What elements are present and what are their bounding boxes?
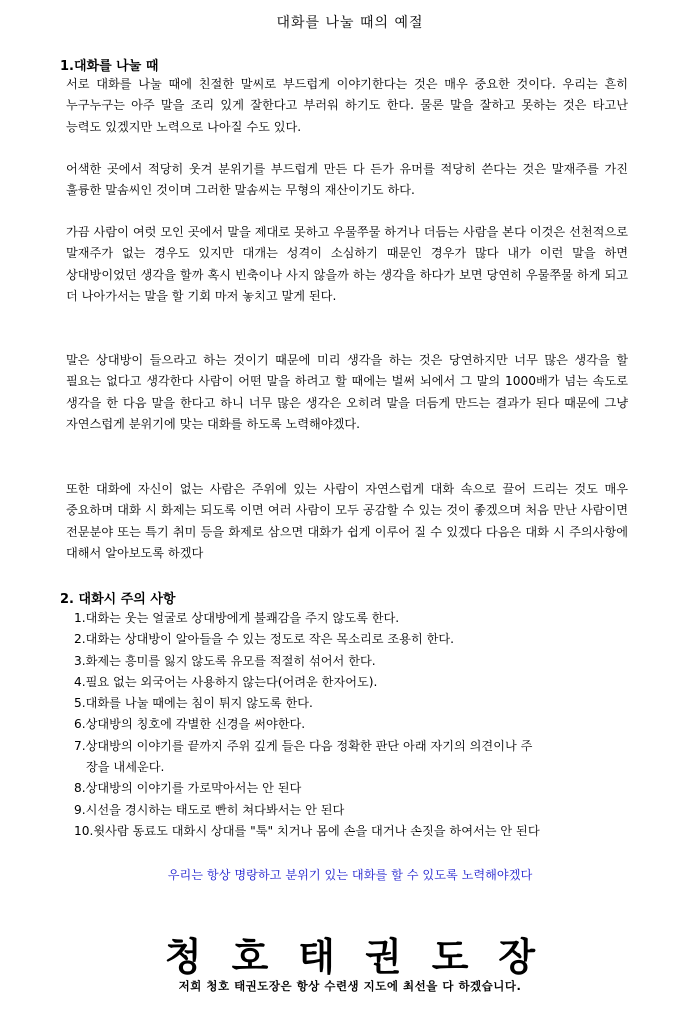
section1-heading: 1.대화를 나눌 때 — [60, 59, 159, 74]
section2-heading: 2. 대화시 주의 사항 — [60, 592, 176, 607]
cautions-list — [74, 608, 630, 842]
list-item: 6.상대방의 칭호에 각별한 신경을 써야한다. — [74, 717, 306, 732]
dojang-name: 청호태권도장 — [164, 934, 566, 979]
closing-remark: 우리는 항상 명랑하고 분위기 있는 대화를 할 수 있도록 노력해야겠다 — [167, 868, 533, 882]
section1-paragraph-5: 또한 대화에 자신이 없는 사람은 주위에 있는 사람이 자연스럽게 대화 속으로 끌어 드리는 것도 매우 중요하며 대화 시 화제는 되도록 이면 여러 사람이 모두 공감할 수 있는 것이 좋겠으며 처음 만난 사람이면 전문분야 또는 특기 취미 등을 화제로 삼으면 대화가 쉽게 이루어 질 수 있겠다 다음은 대화 시 주의사항에 대해서 알아보도록 하겠다 — [66, 482, 628, 560]
list-item: 2.대화는 상대방이 알아들을 수 있는 정도로 작은 목소리로 조용히 한다. — [74, 632, 455, 647]
section1-paragraph-2: 어색한 곳에서 적당히 웃겨 분위기를 부드럽게 만든 다 든가 유머를 적당히 쓴다는 것은 말재주를 가진 훌륭한 말솜씨인 것이며 그러한 말솜씨는 무형의 재산이기도 하다. — [66, 162, 628, 198]
list-item: 1.대화는 웃는 얼굴로 상대방에게 불쾌감을 주지 않도록 한다. — [74, 611, 400, 625]
section1-paragraph-1: 서로 대화를 나눌 때에 친절한 말씨로 부드럽게 이야기한다는 것은 매우 중요한 것이다. 우리는 흔히 누구누구는 아주 말을 조리 있게 잘한다고 부러워 하기도 한다. 물론 말을 잘하고 못하는 것은 타고난 능력도 있겠지만 노력으로 나아질 수도 있다. — [66, 77, 628, 134]
list-item-continuation: 장을 내세운다. — [86, 760, 165, 775]
list-item: 10.윗사람 동료도 대화시 상대를 "툭" 치거나 몸에 손을 대거나 손짓을 하여서는 안 된다 — [74, 823, 540, 838]
list-item: 3.화제는 흥미를 잃지 않도록 유모를 적절히 섞어서 한다. — [74, 653, 376, 668]
section1-paragraph-4: 말은 상대방이 들으라고 하는 것이기 때문에 미리 생각을 하는 것은 당연하지만 너무 많은 생각을 할 필요는 없다고 생각한다 사람이 어떤 말을 하려고 할 때에는 벌써 뇌에서 그 말의 1000배가 넘는 속도로 생각을 한 다음 말을 한다고 하니 너무 많은 생각은 오히려 말을 더듬게 만드는 결과가 된다 때문에 그냥 자연스럽게 분위기에 맞는 대화를 하도록 노력해야겠다. — [66, 353, 628, 431]
document-title: 대화를 나눌 때의 예절 — [276, 15, 424, 31]
list-item: 7.상대방의 이야기를 끝까지 주위 깊게 들은 다음 정확한 판단 아래 자기의 의견이나 주 — [74, 738, 533, 753]
list-item: 9.시선을 경시하는 태도로 빤히 쳐다봐서는 안 된다 — [74, 802, 345, 817]
list-item: 4.필요 없는 외국어는 사용하지 않는다(어려운 한자어도). — [74, 674, 378, 689]
list-item: 8.상대방의 이야기를 가로막아서는 안 된다 — [74, 781, 302, 796]
section1-paragraph-3: 가끔 사람이 여럿 모인 곳에서 말을 제대로 못하고 우물쭈물 하거나 더듬는 사람을 본다 이것은 선천적으로 말재주가 없는 경우도 있지만 대개는 성격이 소심하기 때문인 경우가 많다 내가 이런 말을 하면 상대방이었던 생각을 할까 혹시 빈축이나 사지 않을까 하는 생각을 하다가 보면 당연히 우물쭈물 하게 되고 더 나아가서는 말을 할 기회 마저 놓치고 말게 된다. — [66, 225, 628, 303]
list-item: 5.대화를 나눌 때에는 침이 튀지 않도록 한다. — [74, 696, 313, 711]
dojang-slogan: 저희 청호 태권도장은 항상 수련생 지도에 최선을 다 하겠습니다. — [178, 979, 522, 993]
